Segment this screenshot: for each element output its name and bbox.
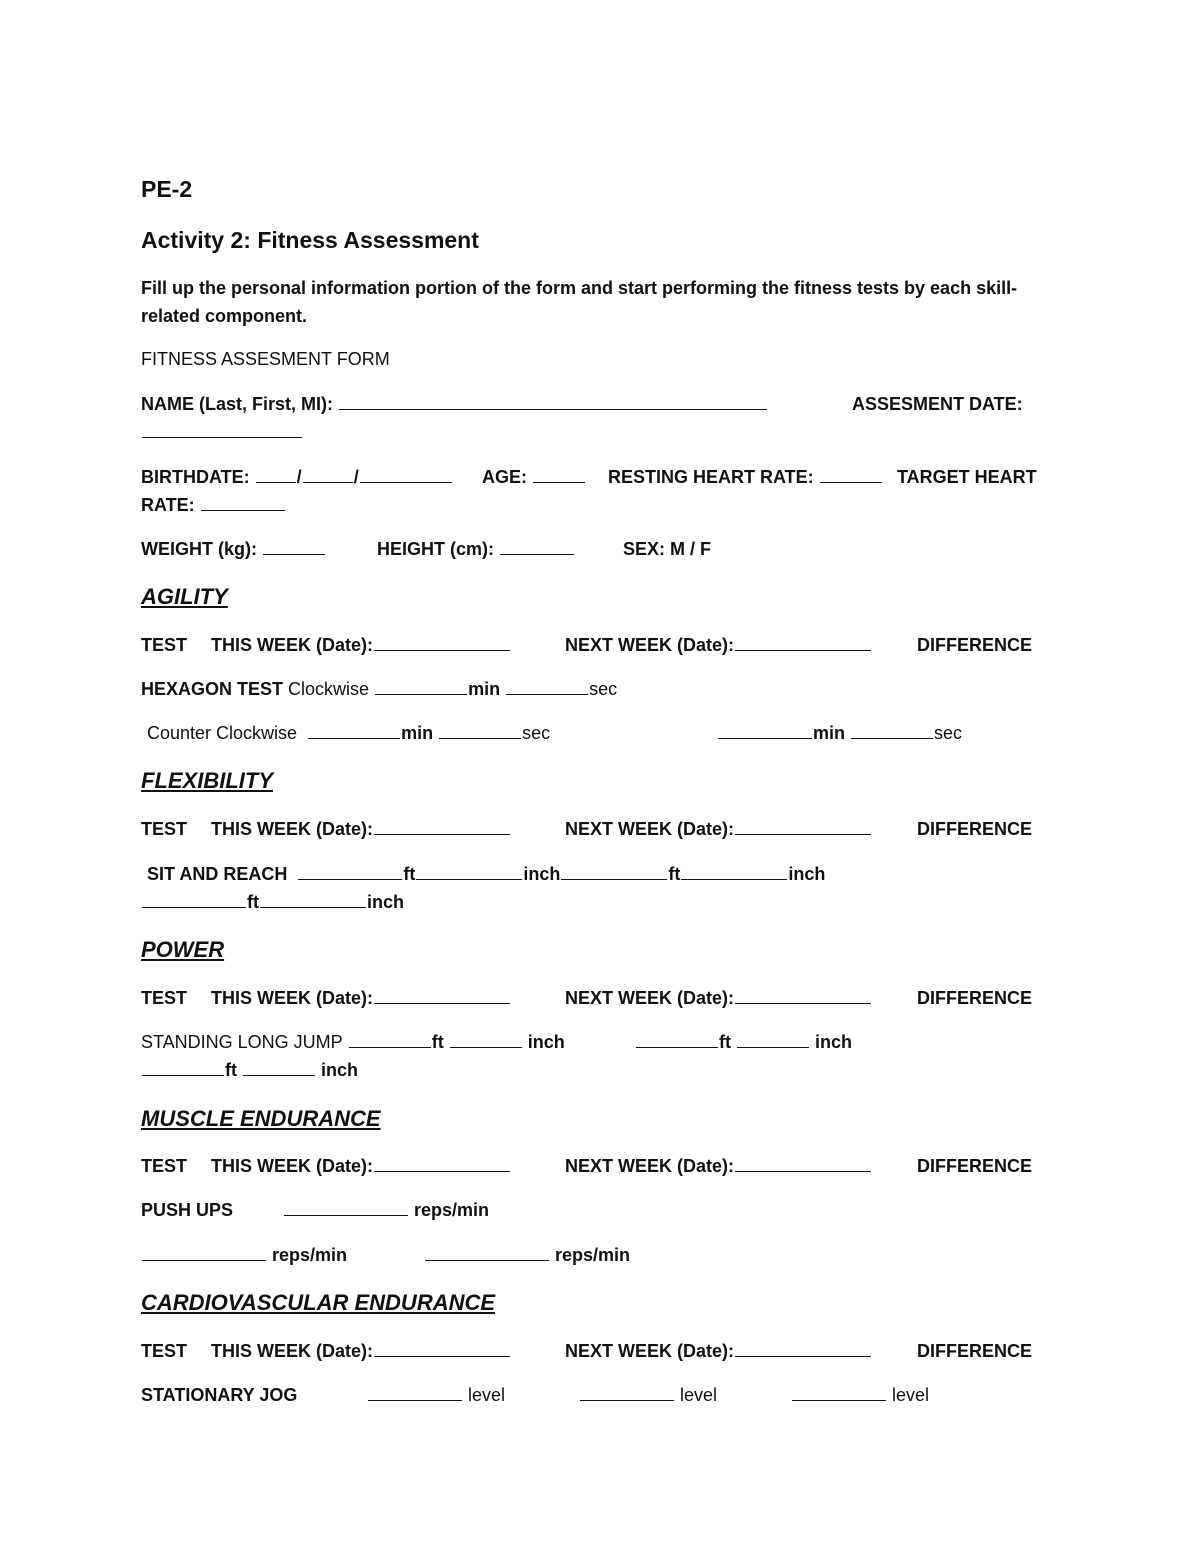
counter-clockwise-min-field[interactable] bbox=[308, 722, 400, 739]
ft-unit: ft bbox=[431, 1032, 444, 1052]
height-row bbox=[377, 538, 575, 560]
sec-unit: sec bbox=[589, 679, 618, 699]
power-next-week bbox=[565, 987, 872, 1009]
long-jump-diff-row bbox=[141, 1059, 358, 1081]
flexibility-this-week-date-field[interactable] bbox=[374, 818, 510, 835]
counter-clockwise-sec-field[interactable] bbox=[439, 722, 521, 739]
target-hr-label-cont: RATE: bbox=[141, 495, 195, 515]
name-field[interactable] bbox=[339, 393, 767, 410]
hexagon-test-label: HEXAGON TEST bbox=[141, 679, 284, 699]
resting-hr-field[interactable] bbox=[820, 466, 882, 483]
instructions-line-2: related component. bbox=[141, 306, 308, 326]
birthdate-year-field[interactable] bbox=[360, 466, 452, 483]
birthdate-day-field[interactable] bbox=[303, 466, 353, 483]
cardio-next-week bbox=[565, 1340, 872, 1362]
next-week-label: NEXT WEEK (Date): bbox=[565, 635, 735, 655]
sex-label[interactable]: SEX: M / F bbox=[623, 539, 712, 559]
sit-and-reach-diff-row bbox=[141, 891, 404, 913]
next-week-label: NEXT WEEK (Date): bbox=[565, 819, 735, 839]
power-next-week-date-field[interactable] bbox=[735, 987, 871, 1004]
ft-unit: ft bbox=[403, 864, 416, 884]
name-label: NAME (Last, First, MI): bbox=[141, 394, 333, 414]
inch-unit: inch bbox=[788, 864, 826, 884]
weight-field[interactable] bbox=[263, 538, 325, 555]
level-unit: level bbox=[892, 1385, 930, 1405]
age-label: AGE: bbox=[482, 467, 527, 487]
level-unit: level bbox=[680, 1385, 718, 1405]
long-jump-diff-inch-field[interactable] bbox=[243, 1059, 315, 1076]
long-jump-this-inch-field[interactable] bbox=[450, 1031, 522, 1048]
assessment-date-field[interactable] bbox=[142, 421, 302, 438]
inch-unit: inch bbox=[367, 892, 405, 912]
col-difference: DIFFERENCE bbox=[917, 819, 1033, 839]
cardio-next-week-date-field[interactable] bbox=[735, 1340, 871, 1357]
power-this-week bbox=[211, 987, 511, 1009]
muscle-this-week-date-field[interactable] bbox=[374, 1155, 510, 1172]
reps-unit: reps/min bbox=[414, 1200, 490, 1220]
target-hr-row bbox=[141, 494, 286, 516]
section-title-muscle-endurance: MUSCLE ENDURANCE bbox=[141, 1106, 381, 1131]
jog-next-field[interactable] bbox=[580, 1384, 674, 1401]
resting-hr-label: RESTING HEART RATE: bbox=[608, 467, 814, 487]
agility-this-week-date-field[interactable] bbox=[374, 634, 510, 651]
inch-unit: inch bbox=[815, 1032, 853, 1052]
flexibility-next-week bbox=[565, 818, 872, 840]
agility-this-week bbox=[211, 634, 511, 656]
section-title-agility: AGILITY bbox=[141, 584, 228, 609]
jog-diff-field[interactable] bbox=[792, 1384, 886, 1401]
min-unit: min bbox=[813, 723, 846, 743]
long-jump-diff-ft-field[interactable] bbox=[142, 1059, 224, 1076]
push-ups-this-field[interactable] bbox=[284, 1199, 408, 1216]
reps-unit: reps/min bbox=[555, 1245, 631, 1265]
sit-reach-this-inch-field[interactable] bbox=[416, 863, 522, 880]
col-difference: DIFFERENCE bbox=[917, 1341, 1033, 1361]
clockwise-label: Clockwise bbox=[288, 679, 370, 699]
sit-reach-diff-ft-field[interactable] bbox=[142, 891, 246, 908]
col-difference: DIFFERENCE bbox=[917, 1156, 1033, 1176]
height-label: HEIGHT (cm): bbox=[377, 539, 494, 559]
section-title-power: POWER bbox=[141, 937, 225, 962]
push-ups-next-row bbox=[141, 1244, 347, 1266]
birthdate-row bbox=[141, 466, 453, 488]
this-week-label: THIS WEEK (Date): bbox=[211, 988, 373, 1008]
jog-this-row bbox=[367, 1384, 505, 1406]
long-jump-this-ft-field[interactable] bbox=[349, 1031, 431, 1048]
power-this-week-date-field[interactable] bbox=[374, 987, 510, 1004]
clockwise-min-field[interactable] bbox=[375, 678, 467, 695]
this-week-label: THIS WEEK (Date): bbox=[211, 1341, 373, 1361]
long-jump-label: STANDING LONG JUMP bbox=[141, 1032, 343, 1052]
push-ups-this-row bbox=[283, 1199, 489, 1221]
course-code: PE-2 bbox=[141, 176, 193, 202]
agility-next-week-date-field[interactable] bbox=[735, 634, 871, 651]
resting-hr-row bbox=[608, 466, 883, 488]
clockwise-sec-field[interactable] bbox=[506, 678, 588, 695]
form-title: FITNESS ASSESMENT FORM bbox=[141, 349, 390, 369]
col-test: TEST bbox=[141, 1156, 188, 1176]
cardio-this-week bbox=[211, 1340, 511, 1362]
hexagon-clockwise-row bbox=[141, 678, 617, 700]
muscle-this-week bbox=[211, 1155, 511, 1177]
this-week-label: THIS WEEK (Date): bbox=[211, 635, 373, 655]
agility-next-week bbox=[565, 634, 872, 656]
push-ups-next-field[interactable] bbox=[142, 1244, 266, 1261]
this-week-label: THIS WEEK (Date): bbox=[211, 819, 373, 839]
col-test: TEST bbox=[141, 635, 188, 655]
jog-next-row bbox=[579, 1384, 717, 1406]
agility-next-week-result bbox=[717, 722, 962, 744]
assessment-date-label: ASSESMENT DATE: bbox=[852, 394, 1023, 414]
min-unit: min bbox=[468, 679, 501, 699]
agility-next-sec-field[interactable] bbox=[851, 722, 933, 739]
next-week-label: NEXT WEEK (Date): bbox=[565, 1156, 735, 1176]
col-test: TEST bbox=[141, 819, 188, 839]
sit-and-reach-label: SIT AND REACH bbox=[147, 864, 288, 884]
cardio-this-week-date-field[interactable] bbox=[374, 1340, 510, 1357]
instructions-line-1: Fill up the personal information portion of the form and start performing the fitness tests by each skill- bbox=[141, 278, 1018, 298]
this-week-label: THIS WEEK (Date): bbox=[211, 1156, 373, 1176]
weight-label: WEIGHT (kg): bbox=[141, 539, 257, 559]
long-jump-row bbox=[141, 1031, 565, 1053]
sit-reach-next-ft-field[interactable] bbox=[561, 863, 667, 880]
push-ups-diff-field[interactable] bbox=[425, 1244, 549, 1261]
age-row bbox=[482, 466, 586, 488]
name-row bbox=[141, 393, 768, 415]
section-title-cardio: CARDIOVASCULAR ENDURANCE bbox=[141, 1290, 496, 1315]
inch-unit: inch bbox=[321, 1060, 359, 1080]
birthdate-label: BIRTHDATE: bbox=[141, 467, 250, 487]
sit-reach-this-ft-field[interactable] bbox=[298, 863, 402, 880]
jog-this-field[interactable] bbox=[368, 1384, 462, 1401]
weight-row bbox=[141, 538, 326, 560]
birthdate-month-field[interactable] bbox=[256, 466, 296, 483]
ft-unit: ft bbox=[225, 1060, 237, 1080]
jog-diff-row bbox=[791, 1384, 929, 1406]
assessment-date-row bbox=[141, 421, 303, 443]
col-test: TEST bbox=[141, 988, 188, 1008]
section-title-flexibility: FLEXIBILITY bbox=[141, 768, 273, 793]
next-week-label: NEXT WEEK (Date): bbox=[565, 1341, 735, 1361]
muscle-next-week bbox=[565, 1155, 872, 1177]
ft-unit: ft bbox=[668, 864, 681, 884]
sit-reach-diff-inch-field[interactable] bbox=[260, 891, 366, 908]
col-test: TEST bbox=[141, 1341, 188, 1361]
counter-clockwise-label: Counter Clockwise bbox=[147, 723, 298, 743]
col-difference: DIFFERENCE bbox=[917, 635, 1033, 655]
agility-next-min-field[interactable] bbox=[718, 722, 812, 739]
counter-clockwise-row bbox=[147, 722, 550, 744]
target-hr-label: TARGET HEART bbox=[897, 467, 1037, 487]
reps-unit: reps/min bbox=[272, 1245, 348, 1265]
inch-unit: inch bbox=[527, 1032, 565, 1052]
inch-unit: inch bbox=[523, 864, 561, 884]
ft-unit: ft bbox=[719, 1032, 731, 1052]
long-jump-next-row bbox=[635, 1031, 852, 1053]
target-hr-field[interactable] bbox=[201, 494, 285, 511]
date-separator: / bbox=[296, 467, 302, 487]
level-unit: level bbox=[468, 1385, 506, 1405]
height-field[interactable] bbox=[500, 538, 574, 555]
date-separator: / bbox=[353, 467, 359, 487]
sit-and-reach-row bbox=[147, 863, 825, 885]
flexibility-next-week-date-field[interactable] bbox=[735, 818, 871, 835]
ft-unit: ft bbox=[247, 892, 259, 912]
activity-title: Activity 2: Fitness Assessment bbox=[141, 227, 479, 253]
sec-unit: sec bbox=[934, 723, 963, 743]
sec-unit: sec bbox=[522, 723, 551, 743]
col-difference: DIFFERENCE bbox=[917, 988, 1033, 1008]
stationary-jog-label: STATIONARY JOG bbox=[141, 1385, 298, 1405]
age-field[interactable] bbox=[533, 466, 585, 483]
push-ups-diff-row bbox=[424, 1244, 630, 1266]
min-unit: min bbox=[401, 723, 434, 743]
next-week-label: NEXT WEEK (Date): bbox=[565, 988, 735, 1008]
sit-reach-next-inch-field[interactable] bbox=[681, 863, 787, 880]
long-jump-next-inch-field[interactable] bbox=[737, 1031, 809, 1048]
muscle-next-week-date-field[interactable] bbox=[735, 1155, 871, 1172]
long-jump-next-ft-field[interactable] bbox=[636, 1031, 718, 1048]
push-ups-label: PUSH UPS bbox=[141, 1200, 234, 1220]
flexibility-this-week bbox=[211, 818, 511, 840]
